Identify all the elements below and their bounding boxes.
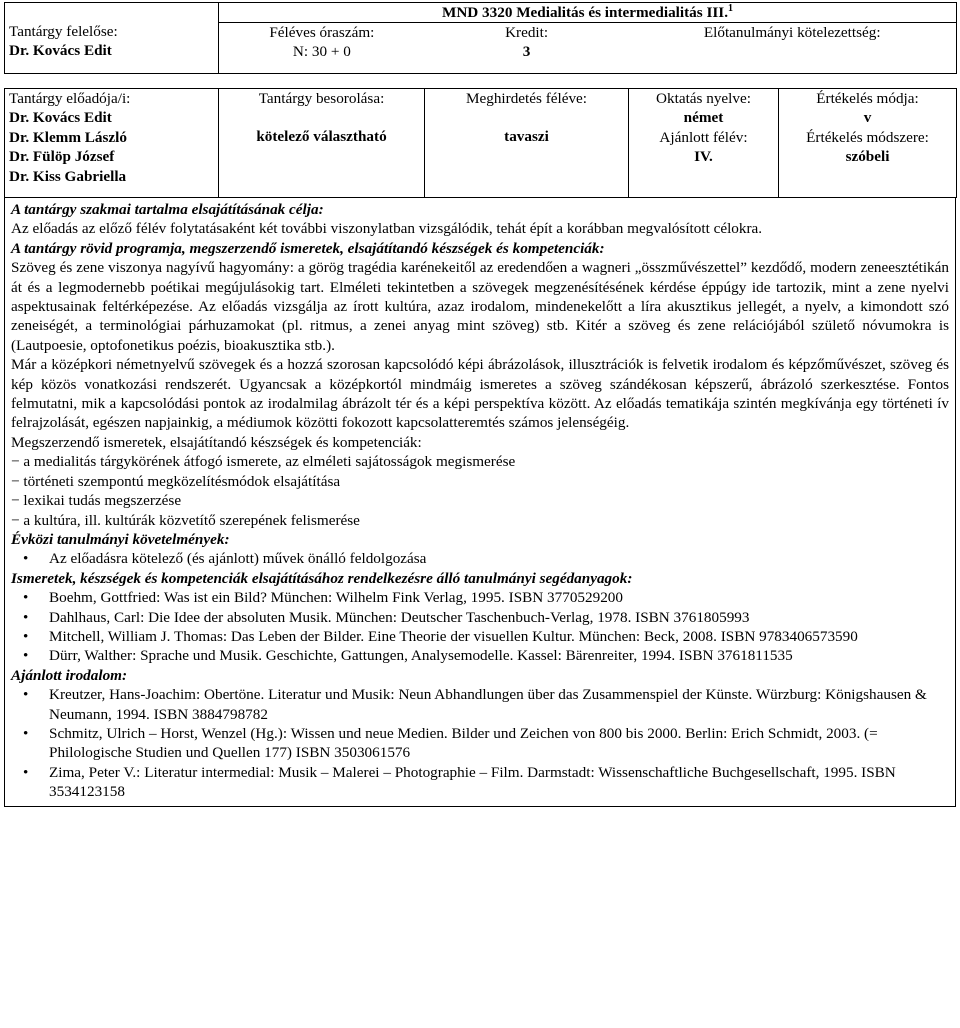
bullet-icon: • bbox=[23, 724, 29, 742]
evaluation-cell bbox=[779, 89, 957, 198]
program-heading: A tantárgy rövid programja, megszerzendő ismeretek, elsajátítandó készségek és kompetenciák: bbox=[11, 239, 605, 257]
bullet-icon: • bbox=[23, 763, 29, 781]
eval-method-value: szóbeli bbox=[845, 148, 890, 166]
eval-type-value: v bbox=[863, 109, 872, 127]
semester-cell bbox=[425, 89, 629, 198]
competency-item: − a kultúra, ill. kultúrák közvetítő szerepének felismerése bbox=[11, 511, 360, 529]
competency-item: − lexikai tudás megszerzése bbox=[11, 492, 182, 510]
recommended-semester-value: IV. bbox=[694, 148, 713, 166]
list-item: • Mitchell, William J. Thomas: Das Leben der Bilder. Eine Theorie der visuellen Kultur. München: Beck, 2008. ISBN 9783406573590 bbox=[23, 627, 858, 645]
responsible-label: Tantárgy felelőse: bbox=[9, 23, 118, 40]
language-cell bbox=[629, 89, 779, 198]
bullet-icon: • bbox=[23, 627, 29, 645]
bullet-icon: • bbox=[23, 686, 29, 704]
weekly-hours-label: Féléves óraszám: bbox=[269, 24, 375, 41]
prereq-label: Előtanulmányi kötelezettség: bbox=[703, 24, 881, 41]
list-item: • Dürr, Walther: Sprache und Musik. Geschichte, Gattungen, Analysemodelle. Kassel: Bärenreiter, 1994. ISBN 3761811535 bbox=[23, 647, 793, 665]
course-title: MND 3320 Medialitás és intermedialitás III.$^1$ bbox=[219, 3, 956, 23]
requirements-heading: Évközi tanulmányi követelmények: bbox=[11, 530, 230, 548]
semester-label: Meghirdetés féléve: bbox=[465, 90, 588, 107]
list-item: • Kreutzer, Hans-Joachim: Obertöne. Literatur und Musik: Neun Abhandlungen über das Zusammenspiel der Künste. Würzburg: Königshausen & Neumann, 1994. ISBN 3884798782 bbox=[23, 686, 927, 723]
weekly-hours-cell bbox=[219, 23, 425, 62]
bullet-icon: • bbox=[23, 550, 29, 568]
credit-cell bbox=[425, 23, 629, 62]
lecturers-label: Tantárgy előadója/i: bbox=[9, 90, 131, 107]
list-item: • Dahlhaus, Carl: Die Idee der absoluten Musik. München: Deutscher Taschenbuch-Verlag, 1978. ISBN 3761805993 bbox=[23, 608, 750, 626]
lecturers-cell bbox=[5, 89, 219, 198]
list-item: • Boehm, Gottfried: Was ist ein Bild? München: Wilhelm Fink Verlag, 1995. ISBN 3770529200 bbox=[23, 589, 623, 607]
classification-value: kötelező választható bbox=[256, 128, 387, 146]
language-value: német bbox=[683, 109, 724, 127]
competency-item: − a medialitás tárgykörének átfogó ismerete, az elméleti sajátosságok megismerése bbox=[11, 453, 516, 471]
credit-label: Kredit: bbox=[505, 24, 549, 41]
weekly-hours-value: N: 30 + 0 bbox=[292, 43, 351, 61]
course-description-document bbox=[4, 2, 956, 807]
bullet-icon: • bbox=[23, 608, 29, 626]
recommended-list bbox=[11, 685, 949, 801]
course-header-table bbox=[4, 2, 957, 198]
list-item: • Schmitz, Ulrich – Horst, Wenzel (Hg.): Wissen und neue Medien. Bilder und Zeichen von 800 bis 2000. Berlin: Erich Schmidt, 2003. (= Philologische Studien und Quellen 177) ISBN 3503061576 bbox=[23, 724, 878, 762]
lecturer-name: Dr. Klemm László bbox=[9, 128, 127, 146]
responsible-name: Dr. Kovács Edit bbox=[9, 42, 112, 60]
requirements-list bbox=[11, 549, 949, 568]
credit-value: 3 bbox=[522, 43, 531, 61]
competencies-label: Megszerzendő ismeretek, elsajátítandó készségek és kompetenciák: bbox=[11, 433, 422, 451]
eval-method-label: Értékelés módszere: bbox=[806, 128, 929, 146]
lecturer-name: Dr. Fülöp József bbox=[9, 148, 115, 166]
course-content bbox=[4, 198, 956, 807]
bullet-icon: • bbox=[23, 647, 29, 665]
program-paragraph: Már a középkori németnyelvű szövegek és a hozzá szorosan kapcsolódó képi ábrázolások, illusztrációk is felvetik irodalom és képzőművészet, szöveg és kép közös vonatkozási rendszerét. Ugyancsak a középkortól mindmáig ismeretes a szöveg szándékosan képszerű, ábrázoló szerkesztése. Fontos felmutatni, mik a kapcsolódási pontok az irodalmilag ábrázolt tér és a képi perspektíva között. Az előadás tematikája szintén megkívánja egy történeti ív felrajzolását, egészen napjainkig, a médiumok közötti fokozott kapcsolatteremtés számos jelenségéig. bbox=[11, 356, 949, 432]
recommended-heading: Ajánlott irodalom: bbox=[11, 666, 128, 684]
list-item: • Zima, Peter V.: Literatur intermedial: Musik – Malerei – Photographie – Film. Darmstadt: Wissenschaftliche Buchgesellschaft, 1995. ISBN 3534123158 bbox=[23, 763, 896, 801]
goal-text: Az előadás az előző félév folytatásaként két további viszonylatban vizsgálódik, tehát épít a korábban megvalósított célokra. bbox=[11, 220, 763, 238]
materials-heading: Ismeretek, készségek és kompetenciák elsajátításához rendelkezésre álló tanulmányi segédanyagok: bbox=[11, 569, 633, 587]
lecturer-name: Dr. Kiss Gabriella bbox=[9, 167, 127, 185]
list-item: • Az előadásra kötelező (és ajánlott) művek önálló feldolgozása bbox=[23, 550, 427, 568]
recommended-semester-label: Ajánlott félév: bbox=[659, 128, 748, 146]
classification-label: Tantárgy besorolása: bbox=[258, 90, 385, 107]
lecturer-name: Dr. Kovács Edit bbox=[9, 109, 112, 127]
semester-value: tavaszi bbox=[504, 128, 549, 146]
classification-cell bbox=[219, 89, 425, 198]
footnote-mark: 1 bbox=[728, 2, 733, 14]
language-label: Oktatás nyelve: bbox=[656, 90, 751, 107]
eval-type-label: Értékelés módja: bbox=[816, 90, 919, 107]
competency-item: − történeti szempontú megközelítésmódok elsajátítása bbox=[11, 472, 341, 490]
goal-heading: A tantárgy szakmai tartalma elsajátításának célja: bbox=[11, 201, 324, 218]
program-paragraph: Szöveg és zene viszonya nagyívű hagyomány: a görög tragédia karénekeitől az eredendően a wagneri „összművészettel” kezdődő, modern zeneesztétikán át és a legmodernebb poétikai megújulásokig tart. Elméleti tekintetben a szövegek megzenésítésének kérdése éppúgy ide tartozik, mint a zene nyelvi aspektusainak feltérképezése. Az előadás vizsgálja az írott kultúra, azaz irodalom, mindenekelőtt a líra akusztikus jellegét, a nyelv, a kimondott szó zeneiségét, a terminológiai párhuzamokat (pl. ritmus, a zenei anyag mint szöveg) stb. Kitér a szöveg és zene relációjából születő nóvumokra is (Lautpoesie, optofonetikus poézis, bioakusztika stb.). bbox=[11, 259, 949, 354]
responsible-cell bbox=[5, 3, 219, 74]
title-block bbox=[219, 3, 957, 74]
prereq-cell bbox=[628, 23, 956, 62]
materials-list bbox=[11, 588, 949, 666]
bullet-icon: • bbox=[23, 589, 29, 607]
